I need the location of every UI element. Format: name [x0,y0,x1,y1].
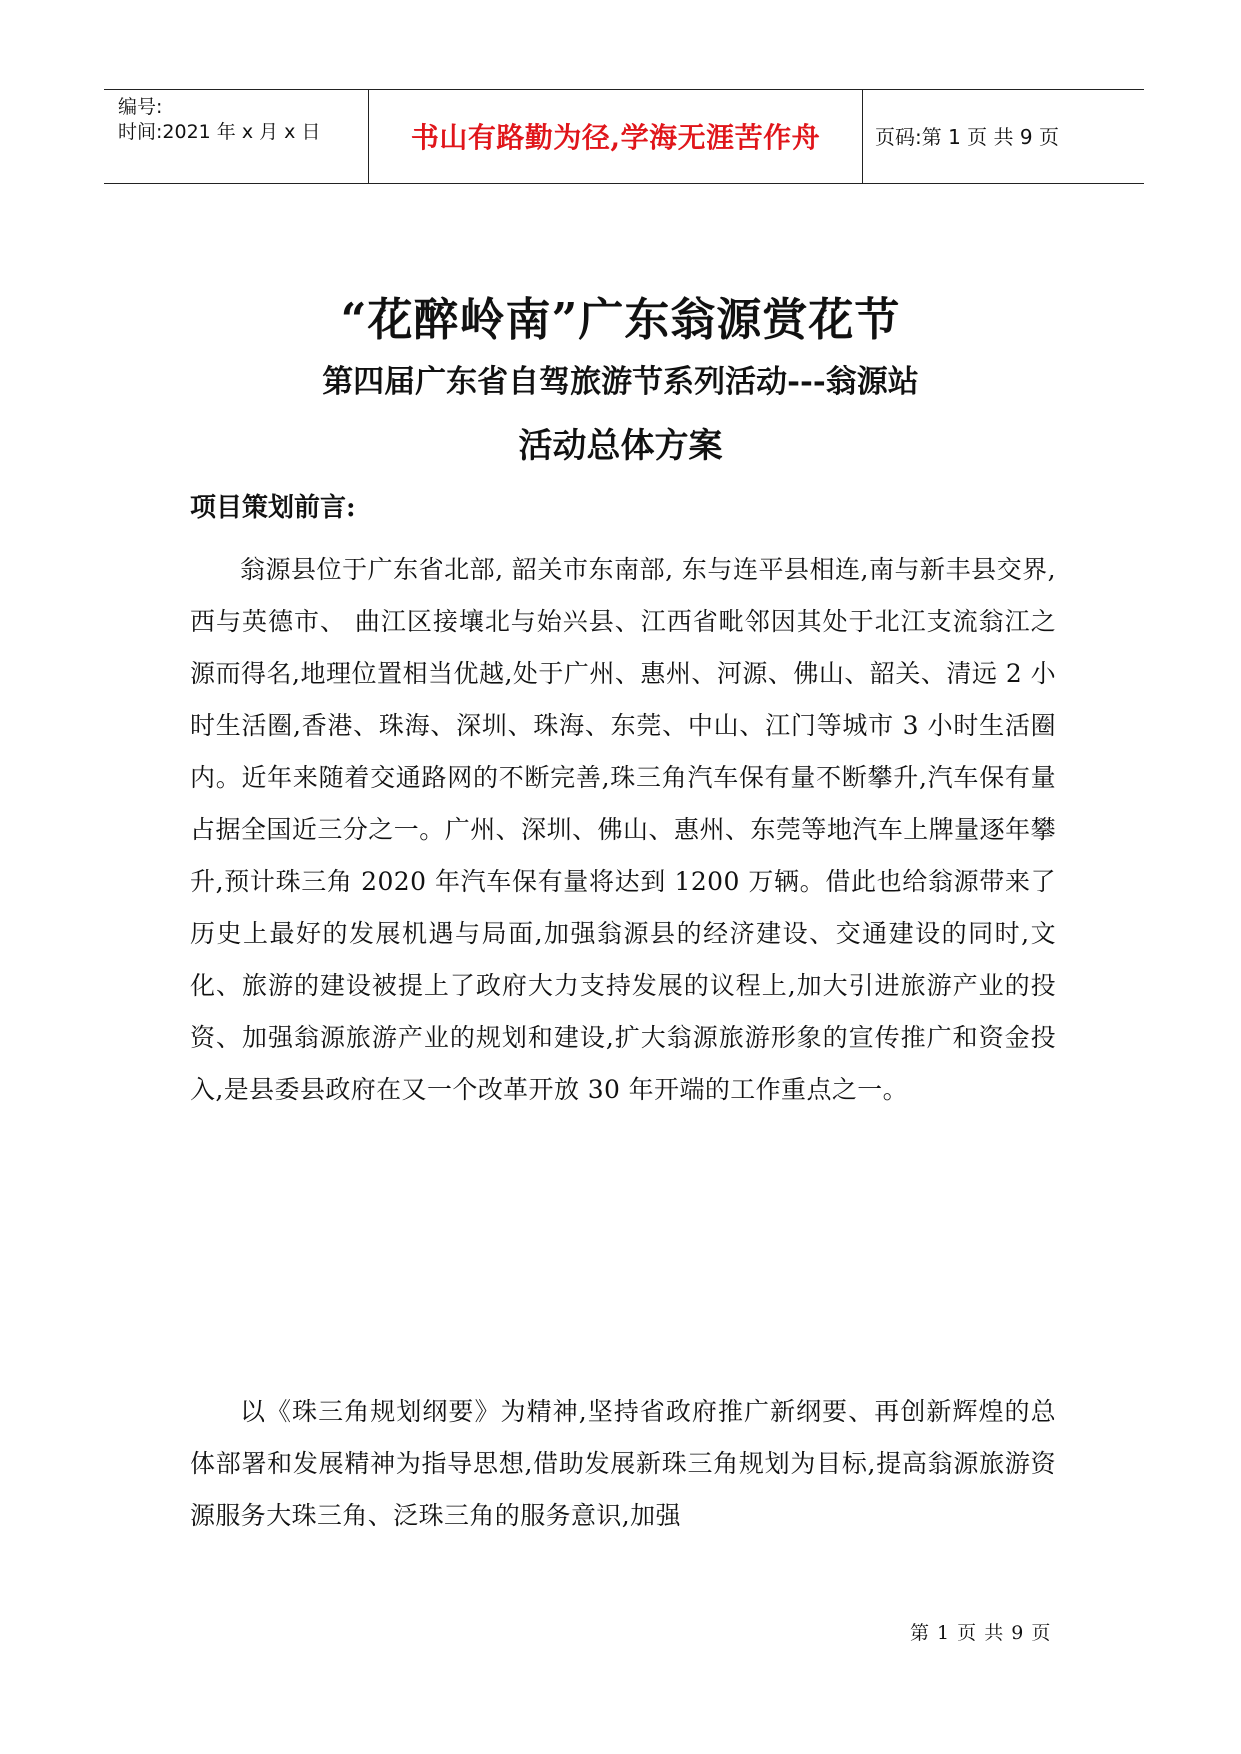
header-page-cell [863,90,1144,183]
document-subtitle-2: 活动总体方案 [518,426,723,466]
header-motto-cell [369,90,863,183]
header-meta-cell [104,90,369,183]
body-paragraph: 翁源县位于广东省北部, 韶关市东南部, 东与连平县相连,南与新丰县交界, 西与英德市、 曲江区接壤北与始兴县、江西省毗邻因其处于北江支流翁江之源而得名,地理位置相当优越,处于广州、惠州、河源、佛山、韶关、清远 2 小时生活圈,香港、珠海、深圳、珠海、东莞、中山、江门等城市 3 小时生活圈内。近年来随着交通路网的不断完善,珠三角汽车保有量不断攀升,汽车保有量占据全国近三分之一。广州、深圳、佛山、惠州、东莞等地汽车上牌量逐年攀升,预计珠三角 2020 年汽车保有量将达到 1200 万辆。借此也给翁源带来了历史上最好的发展机遇与局面,加强翁源县的经济建设、交通建设的同时,文化、旅游的建设被提上了政府大力支持发展的议程上,加大引进旅游产业的投资、加强翁源旅游产业的规划和建设,扩大翁源旅游形象的宣传推广和资金投入,是县委县政府在又一个改革开放 30 年开端的工作重点之一。 [190,555,1056,1104]
document-title: “花醉岭南”广东翁源赏花节 [340,293,901,346]
body-paragraph-2-block [190,1386,1056,1542]
page-header [104,89,1144,184]
page-footer: 第 1 页 共 9 页 [910,1622,1052,1644]
header-page-info: 页码:第 1 页 共 9 页 [875,125,1059,149]
document-number-label: 编号: [118,96,163,118]
section-heading: 项目策划前言: [190,493,356,523]
header-motto: 书山有路勤为径,学海无涯苦作舟 [410,121,821,154]
body-paragraph-1-block [190,544,1056,1116]
body-paragraph: 以《珠三角规划纲要》为精神,坚持省政府推广新纲要、再创新辉煌的总体部署和发展精神为指导思想,借助发展新珠三角规划为目标,提高翁源旅游资源服务大珠三角、泛珠三角的服务意识,加强 [190,1397,1056,1530]
document-time-label: 时间:2021 年 x 月 x 日 [118,121,321,143]
document-subtitle: 第四届广东省自驾旅游节系列活动---翁源站 [322,364,919,400]
